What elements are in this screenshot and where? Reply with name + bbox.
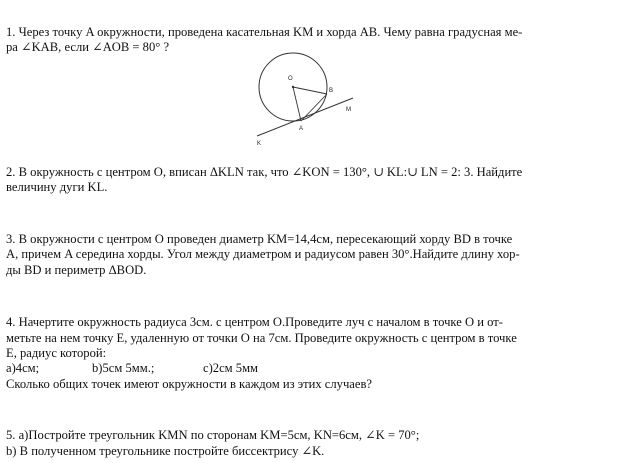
problem-4-option-a: а)4см;	[6, 361, 40, 375]
problem-2-line-2: величину дуги KL.	[6, 180, 108, 194]
label-a: A	[299, 126, 304, 132]
problem-4-option-c: c)2см 5мм	[203, 361, 259, 375]
problem-1-line-1: 1. Через точку A окружности, проведена касательная KM и хорда AB. Чему равна градусная ме-	[6, 25, 523, 39]
problem-1-line-2: ра ∠KAB, если ∠AOB = 80° ?	[6, 40, 170, 54]
circle-tangent-figure	[245, 50, 365, 150]
problem-4-line-2: метьте на нем точку E, удаленную от точки O на 7см. Проведите окружность с центром в точке	[6, 331, 517, 345]
label-k: K	[257, 141, 262, 147]
problem-2-line-1: 2. В окружность с центром O, вписан ΔKLN так, что ∠KON = 130°, ∪ KL:∪ LN = 2: 3. Найдите	[6, 165, 523, 179]
label-o: O	[288, 76, 293, 82]
problem-5-line-1: 5. а)Постройте треугольник KMN по сторонам KM=5см, KN=6см, ∠K = 70°;	[6, 428, 420, 442]
label-b: B	[329, 88, 334, 94]
problem-3-line-2: A, причем A середина хорды. Угол между диаметром и радиусом равен 30°.Найдите длину хор-	[6, 247, 520, 261]
radius-oa	[293, 87, 301, 121]
problem-4-line-5: Сколько общих точек имеют окружности в каждом из этих случаев?	[6, 377, 373, 391]
center-point-o	[292, 86, 294, 88]
problem-4-option-b: b)5см 5мм.;	[92, 361, 155, 375]
problem-4-line-3: E, радиус которой:	[6, 346, 107, 360]
problem-3-line-3: ды BD и периметр ΔBOD.	[6, 263, 147, 277]
chord-ab	[301, 94, 327, 121]
problem-3-line-1: 3. В окружности с центром O проведен диаметр KM=14,4см, пересекающий хорду BD в точке	[6, 232, 513, 246]
problem-4-line-1: 4. Начертите окружность радиуса 3см. с центром O.Проведите луч с началом в точке O и от-	[6, 315, 503, 329]
problem-5-line-2: b) В полученном треугольнике постройте биссектрису ∠K.	[6, 444, 325, 458]
label-m: M	[346, 107, 351, 113]
radius-ob	[293, 87, 327, 94]
